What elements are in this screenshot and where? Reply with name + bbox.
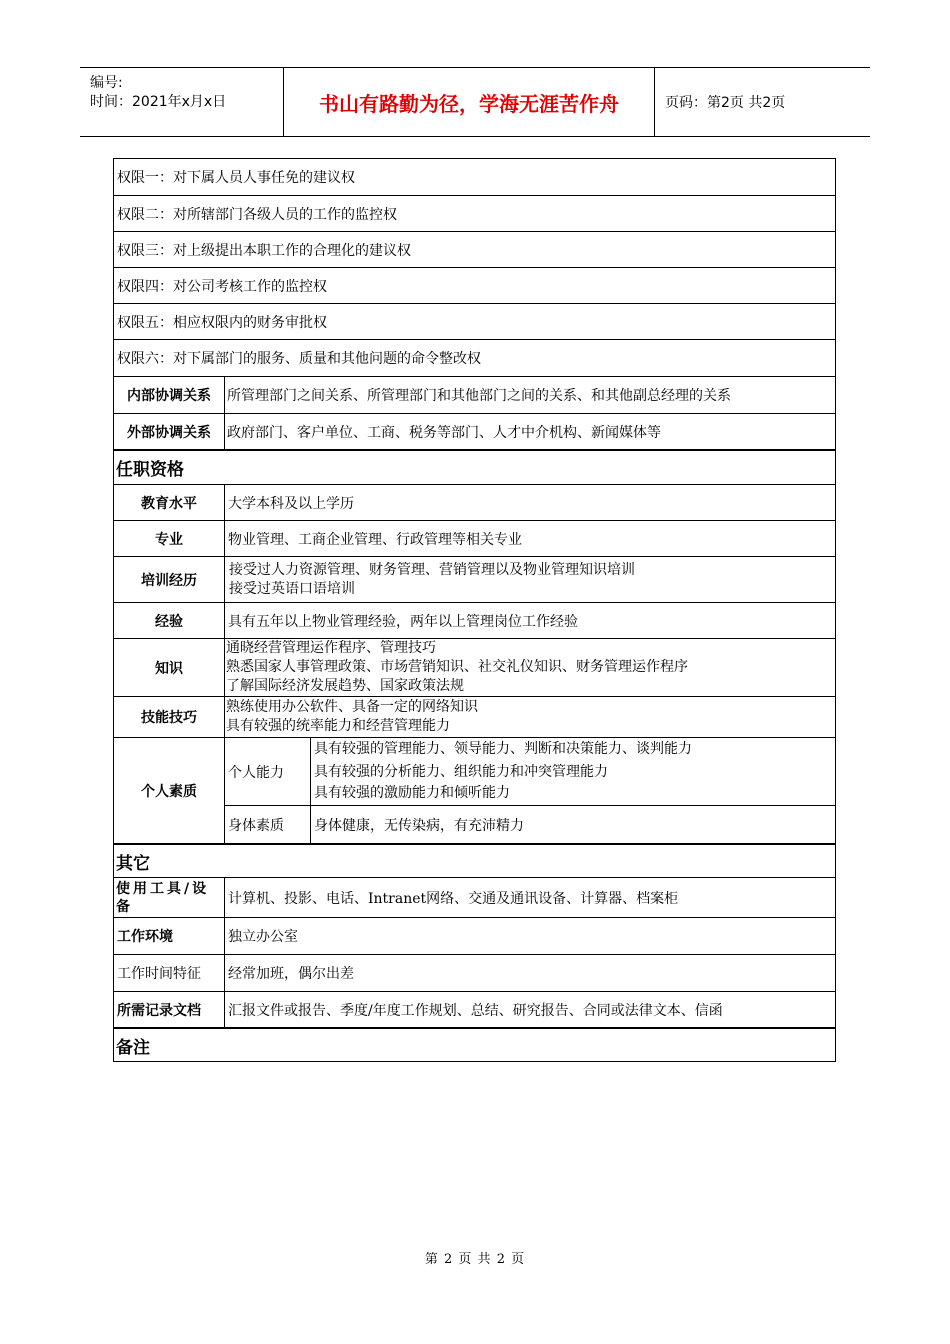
authority-row — [114, 268, 835, 304]
qualifications-section — [114, 451, 835, 485]
education-label: 教育水平 — [114, 485, 225, 520]
knowledge-row — [114, 639, 835, 697]
ability-subrow — [225, 738, 835, 806]
ability-line: 具有较强的管理能力、领导能力、判断和决策能力、谈判能力 — [314, 741, 692, 757]
training-label: 培训经历 — [114, 557, 225, 602]
training-row — [114, 557, 835, 603]
authority-row — [114, 159, 835, 196]
authority-text: 权限三：对上级提出本职工作的合理化的建议权 — [117, 242, 411, 259]
time-feature-label: 工作时间特征 — [114, 955, 225, 991]
authority-row — [114, 304, 835, 340]
knowledge-line: 了解国际经济发展趋势、国家政策法规 — [226, 678, 464, 694]
external-relation-value: 政府部门、客户单位、工商、税务等部门、人才中介机构、新闻媒体等 — [227, 424, 661, 441]
section-title: 其它 — [116, 853, 150, 874]
authority-text: 权限五：相应权限内的财务审批权 — [117, 314, 327, 331]
experience-row — [114, 603, 835, 639]
quality-label: 个人素质 — [114, 738, 225, 843]
training-value — [225, 557, 835, 602]
authority-text: 权限一：对下属人员人事任免的建议权 — [117, 170, 355, 186]
skills-label: 技能技巧 — [114, 697, 225, 737]
job-description-table — [113, 158, 836, 1062]
environment-value: 独立办公室 — [228, 929, 298, 945]
section-title: 任职资格 — [116, 460, 184, 480]
environment-row — [114, 918, 835, 955]
knowledge-label: 知识 — [114, 639, 225, 696]
education-row — [114, 485, 835, 521]
training-line: 接受过人力资源管理、财务管理、营销管理以及物业管理知识培训 — [229, 561, 635, 578]
environment-label: 工作环境 — [114, 918, 225, 954]
ability-label: 个人能力 — [225, 738, 311, 805]
external-relation-row — [114, 414, 835, 451]
id-label: 编号: — [90, 75, 123, 91]
physical-value: 身体健康，无传染病，有充沛精力 — [314, 817, 524, 834]
physical-label: 身体素质 — [225, 806, 311, 843]
tools-label: 使用工具/设备 — [114, 878, 225, 917]
authority-row — [114, 340, 835, 377]
authority-text: 权限六：对下属部门的服务、质量和其他问题的命令整改权 — [117, 351, 481, 367]
authority-text: 权限二：对所辖部门各级人员的工作的监控权 — [117, 206, 397, 223]
quality-row — [114, 738, 835, 845]
documents-label: 所需记录文档 — [114, 992, 225, 1027]
major-value: 物业管理、工商企业管理、行政管理等相关专业 — [228, 531, 522, 548]
knowledge-value — [225, 639, 835, 696]
experience-label: 经验 — [114, 603, 225, 638]
training-line: 接受过英语口语培训 — [229, 580, 355, 597]
documents-value: 汇报文件或报告、季度/年度工作规划、总结、研究报告、合同或法律文本、信函 — [228, 1002, 723, 1019]
section-title: 备注 — [116, 1037, 150, 1058]
knowledge-line: 熟悉国家人事管理政策、市场营销知识、社交礼仪知识、财务管理运作程序 — [226, 659, 688, 675]
time-label: 时间：2021年x月x日 — [90, 94, 227, 110]
skills-line: 具有较强的统率能力和经营管理能力 — [226, 718, 450, 734]
major-row — [114, 521, 835, 557]
documents-row — [114, 992, 835, 1029]
skills-value — [225, 697, 835, 737]
skills-line: 熟练使用办公软件、具备一定的网络知识 — [226, 699, 478, 715]
ability-line: 具有较强的分析能力、组织能力和冲突管理能力 — [314, 764, 608, 780]
page-footer: 第 2 页 共 2 页 — [424, 1252, 526, 1267]
ability-line: 具有较强的激励能力和倾听能力 — [314, 785, 510, 801]
physical-subrow — [225, 806, 835, 843]
ability-value — [311, 738, 835, 805]
major-label: 专业 — [114, 521, 225, 556]
tools-row — [114, 878, 835, 918]
time-feature-value: 经常加班，偶尔出差 — [228, 966, 354, 982]
header-meta — [80, 68, 284, 136]
experience-value: 具有五年以上物业管理经验，两年以上管理岗位工作经验 — [228, 613, 578, 630]
education-value: 大学本科及以上学历 — [228, 495, 354, 512]
internal-relation-label: 内部协调关系 — [114, 377, 225, 413]
authority-text: 权限四：对公司考核工作的监控权 — [117, 278, 327, 295]
external-relation-label: 外部协调关系 — [114, 414, 225, 449]
authority-row — [114, 232, 835, 268]
authority-row — [114, 196, 835, 232]
skills-row — [114, 697, 835, 738]
internal-relation-row — [114, 377, 835, 414]
other-section — [114, 845, 835, 878]
page-header — [80, 67, 870, 137]
quality-detail — [225, 738, 835, 843]
knowledge-line: 通晓经营管理运作程序、管理技巧 — [226, 640, 436, 656]
notes-section — [114, 1029, 835, 1061]
internal-relation-value: 所管理部门之间关系、所管理部门和其他部门之间的关系、和其他副总经理的关系 — [227, 388, 731, 404]
time-feature-row — [114, 955, 835, 992]
tools-value: 计算机、投影、电话、Intranet网络、交通及通讯设备、计算器、档案柜 — [228, 890, 679, 907]
page-info: 页码：第2页 共2页 — [665, 95, 786, 111]
motto: 书山有路勤为径，学海无涯苦作舟 — [284, 68, 655, 136]
